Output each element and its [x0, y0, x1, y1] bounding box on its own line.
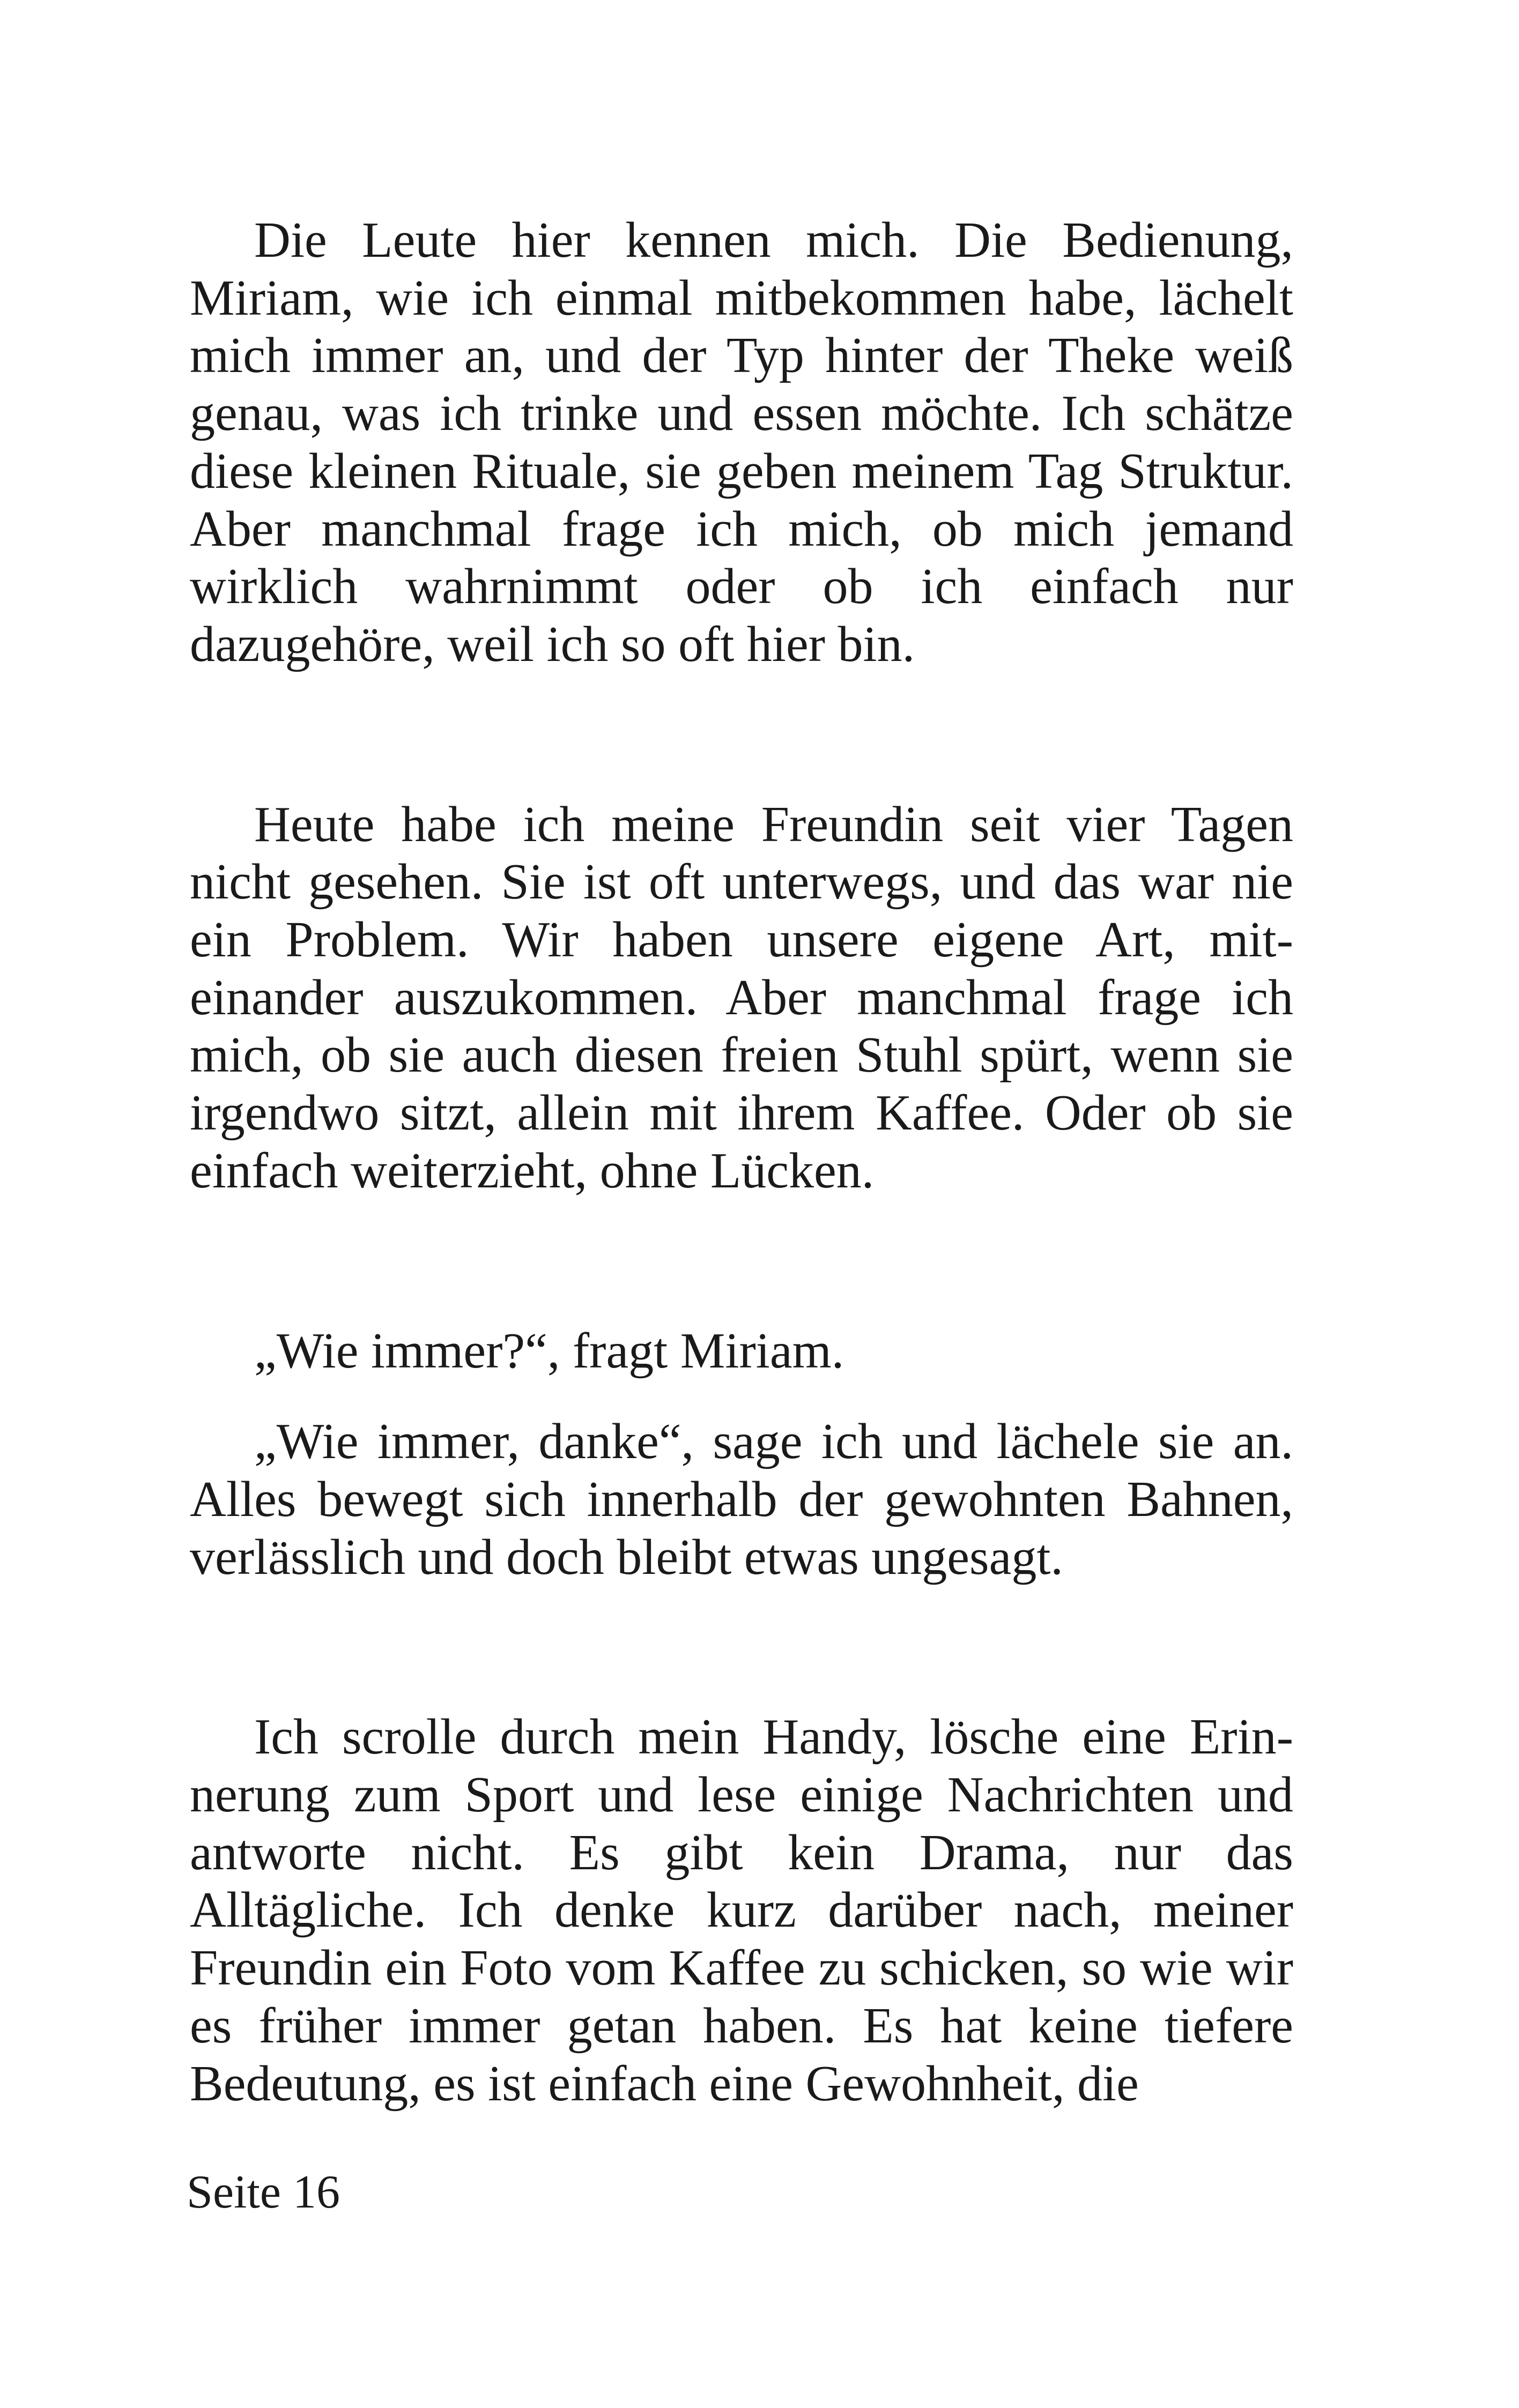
paragraph-phone: Ich scrolle durch mein Handy, lösche eine Erinnerung zum Sport und lese einige Nachrichten und antworte nicht. Es gibt kein Drama, nur das Alltägliche. Ich denke kurz darüber nach, meiner Freundin ein Foto vom Kaffee zu schicken, so wie wir es früher immer getan haben. Es hat keine tiefere Bedeutung, es ist einfach eine Gewohnheit, die	[190, 1709, 1293, 2112]
page-number: Seite 16	[187, 2166, 340, 2218]
paragraph-girlfriend: Heute habe ich meine Freundin seit vier Tagen nicht gesehen. Sie ist oft unterwegs, und das war nie ein Problem. Wir haben unsere eigene Art, miteinander auszukommen. Aber manchmal frage ich mich, ob sie auch diesen freien Stuhl spürt, wenn sie irgendwo sitzt, allein mit ihrem Kaffee. Oder ob sie einfach weiterzieht, ohne Lücken.	[190, 796, 1293, 1199]
paragraph-regulars: Die Leute hier kennen mich. Die Bedienung, Miriam, wie ich einmal mitbekommen habe, lächelt mich immer an, und der Typ hinter der Theke weiß genau, was ich trinke und essen möchte. Ich schätze diese kleinen Rituale, sie geben meinem Tag Struktur. Aber manchmal frage ich mich, ob mich jemand wirklich wahrnimmt oder ob ich einfach nur dazugehöre, weil ich so oft hier bin.	[190, 212, 1293, 672]
paragraph-dialog-answer: „Wie immer, danke“, sage ich und lächele sie an. Alles bewegt sich innerhalb der gewohnten Bahnen, verlässlich und doch bleibt etwas ungesagt.	[190, 1414, 1293, 1585]
paragraph-dialog-question: „Wie immer?“, fragt Miriam.	[254, 1322, 844, 1379]
page-body	[190, 212, 1293, 2113]
